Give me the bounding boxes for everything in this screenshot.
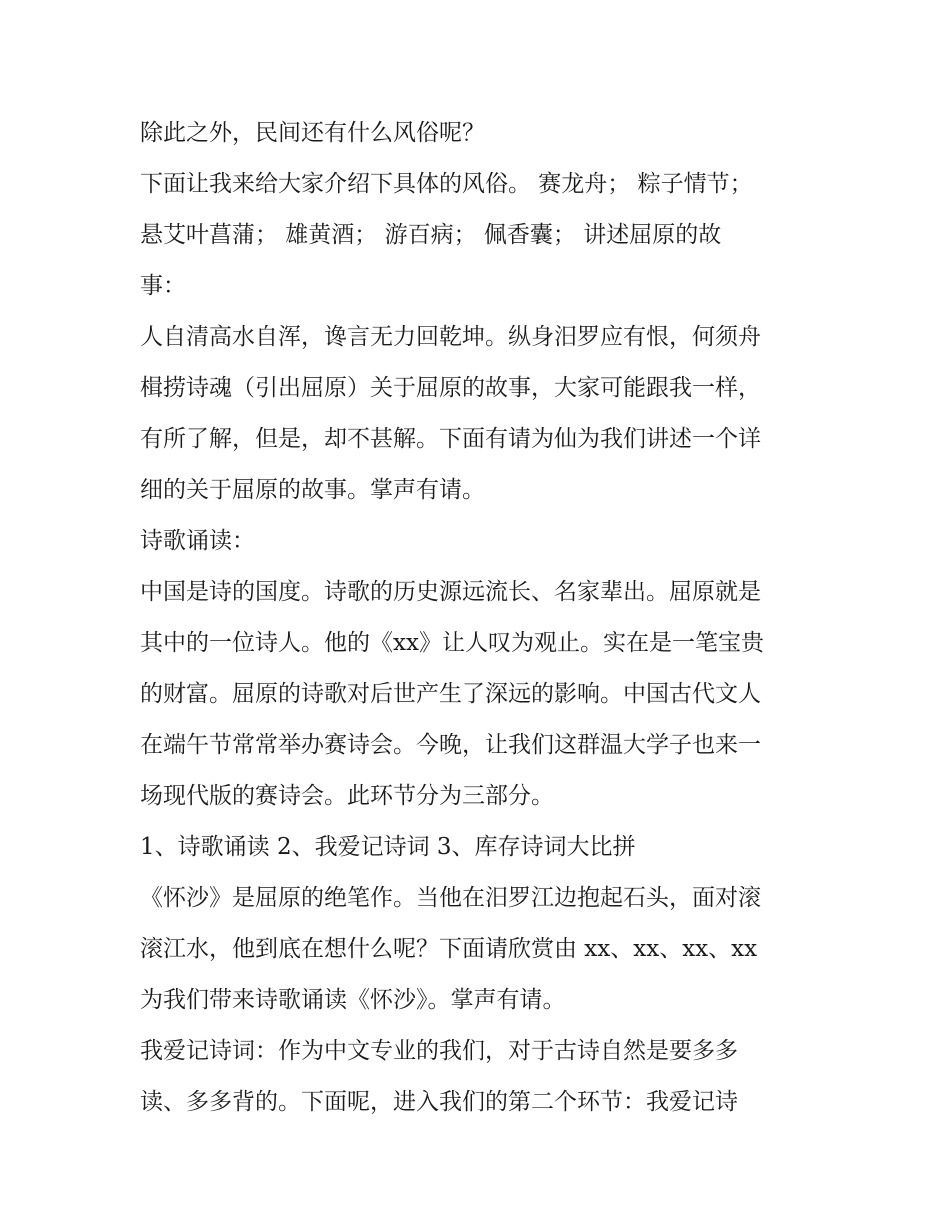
text-line: 悬艾叶菖蒲； 雄黄酒； 游百病； 佩香囊； 讲述屈原的故 xyxy=(140,222,722,248)
document-body xyxy=(140,108,820,1128)
text-line: 下面让我来给大家介绍下具体的风俗。 赛龙舟； 粽子情节； xyxy=(140,171,753,197)
text-line: 《怀沙》是屈原的绝笔作。当他在汨罗江边抱起石头，面对滚 xyxy=(140,885,761,911)
text-line: 除此之外，民间还有什么风俗呢？ xyxy=(140,120,485,146)
text-line: 楫捞诗魂（引出屈原）关于屈原的故事，大家可能跟我一样， xyxy=(140,375,761,401)
text-line: 在端午节常常举办赛诗会。今晚，让我们这群温大学子也来一 xyxy=(140,732,761,758)
text-line: 为我们带来诗歌诵读《怀沙》。掌声有请。 xyxy=(140,987,566,1013)
text-line: 的财富。屈原的诗歌对后世产生了深远的影响。中国古代文人 xyxy=(140,681,761,707)
text-line: 其中的一位诗人。他的《xx》让人叹为观止。实在是一笔宝贵 xyxy=(140,630,764,656)
text-line: 人自清高水自浑，谗言无力回乾坤。纵身汨罗应有恨，何须舟 xyxy=(140,324,761,350)
text-line: 1、诗歌诵读 2、我爱记诗词 3、库存诗词大比拼 xyxy=(140,834,636,860)
section-heading: 诗歌诵读： xyxy=(140,528,255,554)
text-line: 有所了解，但是，却不甚解。下面有请为仙为我们讲述一个详 xyxy=(140,426,761,452)
text-line: 滚江水，他到底在想什么呢？下面请欣赏由 xx、xx、xx、xx xyxy=(140,936,758,962)
text-line: 场现代版的赛诗会。此环节分为三部分。 xyxy=(140,783,554,809)
text-line: 细的关于屈原的故事。掌声有请。 xyxy=(140,477,485,503)
text-line: 我爱记诗词：作为中文专业的我们，对于古诗自然是要多多 xyxy=(140,1038,738,1064)
text-line: 事： xyxy=(140,273,186,299)
text-line: 读、多多背的。下面呢，进入我们的第二个环节：我爱记诗 xyxy=(140,1089,738,1115)
text-line: 中国是诗的国度。诗歌的历史源远流长、名家辈出。屈原就是 xyxy=(140,579,761,605)
